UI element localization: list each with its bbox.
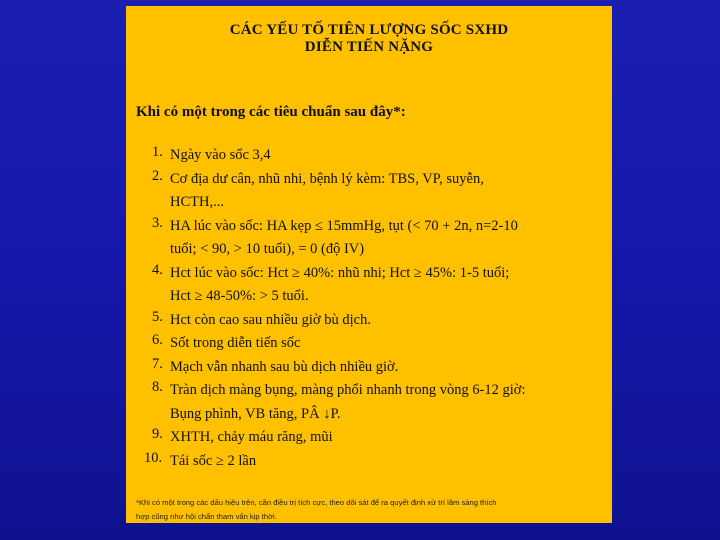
- criteria-text-line: Mạch vẫn nhanh sau bù dịch nhiều giờ.: [170, 358, 399, 375]
- criteria-number: 10.: [144, 449, 163, 466]
- criteria-number: 1.: [152, 144, 163, 160]
- slide-title: [126, 22, 612, 56]
- criteria-number: 2.: [152, 167, 163, 184]
- criteria-item-8: [144, 379, 604, 426]
- title-line-1: CÁC YẾU TỐ TIÊN LƯỢNG SỐC SXHD: [229, 22, 509, 38]
- criteria-item-3: [144, 215, 604, 262]
- criteria-text-line: Tràn dịch màng bụng, màng phổi nhanh trong vòng 6-12 giờ:: [170, 382, 526, 398]
- criteria-item-1: [144, 144, 604, 168]
- criteria-item-7: [144, 356, 604, 380]
- criteria-text-line: HA lúc vào sốc: HA kẹp ≤ 15mmHg, tụt (< 70 + 2n, n=2-10: [170, 217, 518, 234]
- criteria-item-4: [144, 262, 604, 309]
- criteria-text-line: Bụng phình, VB tăng, PÂ ↓P.: [170, 405, 341, 422]
- criteria-item-10: [144, 450, 604, 474]
- criteria-text-line: tuổi; < 90, > 10 tuổi), = 0 (độ IV): [170, 241, 365, 257]
- criteria-number: 9.: [152, 426, 163, 442]
- criteria-text-line: XHTH, chảy máu răng, mũi: [170, 429, 333, 445]
- footnote-line-1: *Khi có một trong các dấu hiệu trên, cần điều trị tích cực, theo dõi sát để ra quyết định xử trí lâm sàng thích: [136, 498, 497, 507]
- criteria-text-line: Hct ≥ 48-50%: > 5 tuổi.: [170, 288, 309, 304]
- criteria-item-9: [144, 426, 604, 450]
- criteria-number: 3.: [152, 214, 163, 231]
- criteria-intro: Khi có một trong các tiêu chuẩn sau đây*:: [136, 104, 406, 120]
- criteria-number: 8.: [152, 379, 163, 395]
- criteria-item-6: [144, 332, 604, 356]
- criteria-text-line: Tái sốc ≥ 2 lần: [170, 452, 257, 469]
- criteria-text-line: Ngày vào sốc 3,4: [170, 147, 271, 163]
- criteria-text-line: Cơ địa dư cân, nhũ nhi, bệnh lý kèm: TBS, VP, suyễn,: [170, 170, 484, 187]
- footnote-line-2: hợp cũng như hội chẩn tham vấn kịp thời.: [136, 512, 277, 521]
- criteria-text-line: Sốt trong diễn tiến sốc: [170, 335, 301, 351]
- criteria-number: 7.: [152, 355, 163, 372]
- criteria-text-line: Hct còn cao sau nhiều giờ bù dịch.: [170, 311, 371, 328]
- criteria-number: 4.: [152, 261, 163, 278]
- criteria-text-line: Hct lúc vào sốc: Hct ≥ 40%: nhũ nhi; Hct ≥ 45%: 1-5 tuổi;: [170, 264, 510, 281]
- criteria-list: [144, 144, 604, 473]
- slide-content-panel: [126, 6, 612, 523]
- criteria-text-line: HCTH,...: [170, 194, 224, 210]
- title-line-2: DIỄN TIẾN NẶNG: [304, 39, 434, 55]
- criteria-number: 6.: [152, 332, 163, 348]
- footnote: [136, 496, 606, 524]
- criteria-number: 5.: [152, 308, 163, 325]
- criteria-item-2: [144, 168, 604, 215]
- criteria-item-5: [144, 309, 604, 333]
